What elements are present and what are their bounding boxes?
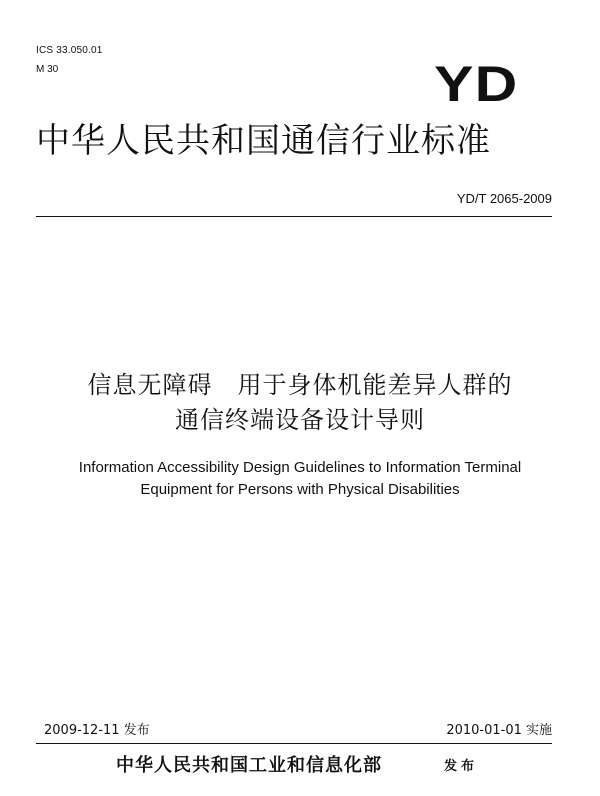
implementation-date: 2010-01-01 实施 [446,723,552,738]
header-divider [36,216,552,217]
yd-logo: YD [433,56,518,112]
footer-divider [36,743,552,744]
chinese-title-line-1: 信息无障碍 用于身体机能差异人群的 [87,371,513,399]
ics-code: ICS 33.050.01 [36,45,103,56]
category-code: M 30 [36,64,59,75]
standard-number: YD/T 2065-2009 [456,191,552,206]
publish-label: 发布 [444,759,479,774]
issue-date: 2009-12-11 发布 [44,723,150,738]
english-title-line-2: Equipment for Persons with Physical Disabilities [140,481,460,498]
publisher-name: 中华人民共和国工业和信息化部 [116,755,382,776]
standard-title: 中华人民共和国通信行业标准 [36,121,491,161]
chinese-title-line-2: 通信终端设备设计导则 [175,406,425,434]
english-title-line-1: Information Accessibility Design Guidelines to Information Terminal [78,459,522,476]
